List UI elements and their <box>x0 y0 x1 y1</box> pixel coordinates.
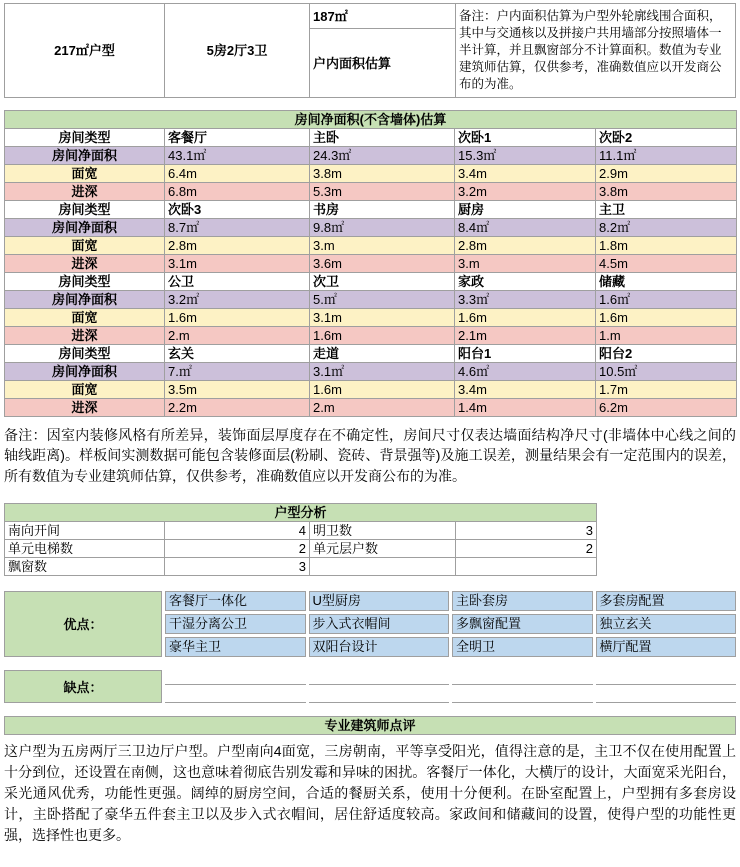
room-type-row <box>5 129 737 147</box>
room-type-cell: 次卧3 <box>165 201 310 219</box>
row-label-area: 房间净面积 <box>5 147 165 165</box>
pros-item: 客餐厅一体化 <box>165 591 306 611</box>
unit-layout-cell: 5房2厅3卫 <box>165 4 310 98</box>
pros-item: 干湿分离公卫 <box>165 614 306 634</box>
room-type-cell: 次卫 <box>310 273 455 291</box>
room-type-row <box>5 273 737 291</box>
room-width-cell: 3.4m <box>455 381 596 399</box>
cons-empty-cell <box>165 688 306 703</box>
room-depth-cell: 1.6m <box>310 327 455 345</box>
row-label-width: 面宽 <box>5 165 165 183</box>
room-area-cell: 5.㎡ <box>310 291 455 309</box>
room-type-cell: 厨房 <box>455 201 596 219</box>
room-depth-row <box>5 327 737 345</box>
analysis-value: 4 <box>165 521 310 539</box>
analysis-row <box>5 539 597 557</box>
pros-item: 主卧套房 <box>452 591 593 611</box>
row-label-type: 房间类型 <box>5 201 165 219</box>
room-area-table <box>4 110 737 417</box>
pros-item: 独立玄关 <box>596 614 737 634</box>
analysis-row <box>5 557 597 575</box>
room-type-cell: 客餐厅 <box>165 129 310 147</box>
pros-item: 多飘窗配置 <box>452 614 593 634</box>
analysis-row <box>5 521 597 539</box>
room-width-cell: 3.8m <box>310 165 455 183</box>
room-depth-row <box>5 255 737 273</box>
room-width-cell: 3.1m <box>310 309 455 327</box>
room-depth-row <box>5 183 737 201</box>
room-type-cell: 走道 <box>310 345 455 363</box>
room-area-cell: 8.7㎡ <box>165 219 310 237</box>
room-type-cell: 公卫 <box>165 273 310 291</box>
analysis-label: 明卫数 <box>310 521 456 539</box>
room-depth-cell: 2.m <box>165 327 310 345</box>
cons-empty-cell <box>309 688 450 703</box>
room-width-row <box>5 165 737 183</box>
pros-item: U型厨房 <box>309 591 450 611</box>
analysis-value: 2 <box>165 539 310 557</box>
room-width-cell: 1.8m <box>596 237 737 255</box>
room-type-row <box>5 201 737 219</box>
analysis-value <box>456 557 597 575</box>
row-label-type: 房间类型 <box>5 129 165 147</box>
room-depth-cell: 3.6m <box>310 255 455 273</box>
room-depth-row <box>5 399 737 417</box>
unit-area-cell: 217㎡户型 <box>5 4 165 98</box>
room-width-cell: 2.9m <box>596 165 737 183</box>
cons-empty-cell <box>596 688 737 703</box>
room-depth-cell: 3.2m <box>455 183 596 201</box>
pros-section <box>4 591 736 657</box>
pros-grid <box>165 591 736 657</box>
inner-area-label: 户内面积估算 <box>310 29 456 98</box>
room-area-row <box>5 219 737 237</box>
room-width-cell: 2.8m <box>455 237 596 255</box>
room-area-cell: 3.3㎡ <box>455 291 596 309</box>
room-table-title: 房间净面积(不含墙体)估算 <box>5 111 737 129</box>
analysis-label: 单元层户数 <box>310 539 456 557</box>
room-area-cell: 7.㎡ <box>165 363 310 381</box>
room-depth-cell: 2.1m <box>455 327 596 345</box>
room-area-cell: 10.5㎡ <box>596 363 737 381</box>
row-label-depth: 进深 <box>5 183 165 201</box>
room-depth-cell: 3.1m <box>165 255 310 273</box>
room-depth-cell: 1.m <box>596 327 737 345</box>
analysis-label: 飘窗数 <box>5 557 165 575</box>
review-title: 专业建筑师点评 <box>4 716 736 735</box>
room-width-row <box>5 237 737 255</box>
analysis-title-row <box>5 503 597 521</box>
room-area-cell: 15.3㎡ <box>455 147 596 165</box>
room-area-cell: 11.1㎡ <box>596 147 737 165</box>
room-table-title-row <box>5 111 737 129</box>
room-area-row <box>5 363 737 381</box>
pros-item: 多套房配置 <box>596 591 737 611</box>
cons-empty-cell <box>165 670 306 685</box>
cons-empty-cell <box>309 670 450 685</box>
room-area-cell: 3.2㎡ <box>165 291 310 309</box>
analysis-table <box>4 503 597 576</box>
pros-item: 横厅配置 <box>596 637 737 657</box>
room-area-cell: 1.6㎡ <box>596 291 737 309</box>
room-width-cell: 3.4m <box>455 165 596 183</box>
room-depth-cell: 6.8m <box>165 183 310 201</box>
pros-item: 步入式衣帽间 <box>309 614 450 634</box>
cons-empty-cell <box>596 670 737 685</box>
room-width-row <box>5 309 737 327</box>
room-area-row <box>5 291 737 309</box>
room-area-cell: 9.8㎡ <box>310 219 455 237</box>
pros-label: 优点： <box>4 591 162 657</box>
cons-empty-cell <box>452 670 593 685</box>
room-area-cell: 43.1㎡ <box>165 147 310 165</box>
row-label-depth: 进深 <box>5 327 165 345</box>
room-width-cell: 6.4m <box>165 165 310 183</box>
room-depth-cell: 3.8m <box>596 183 737 201</box>
room-type-cell: 次卧2 <box>596 129 737 147</box>
row-label-depth: 进深 <box>5 399 165 417</box>
row-label-width: 面宽 <box>5 237 165 255</box>
analysis-label <box>310 557 456 575</box>
room-width-cell: 3.5m <box>165 381 310 399</box>
row-label-width: 面宽 <box>5 309 165 327</box>
room-depth-cell: 6.2m <box>596 399 737 417</box>
row-label-type: 房间类型 <box>5 345 165 363</box>
cons-empty-cell <box>452 688 593 703</box>
room-depth-cell: 5.3m <box>310 183 455 201</box>
row-label-area: 房间净面积 <box>5 363 165 381</box>
row-label-width: 面宽 <box>5 381 165 399</box>
room-type-cell: 阳台1 <box>455 345 596 363</box>
cons-label: 缺点： <box>4 670 162 703</box>
room-depth-cell: 2.m <box>310 399 455 417</box>
room-width-cell: 1.6m <box>310 381 455 399</box>
cons-section <box>4 670 736 703</box>
analysis-label: 南向开间 <box>5 521 165 539</box>
room-type-cell: 储藏 <box>596 273 737 291</box>
room-width-cell: 1.6m <box>596 309 737 327</box>
cons-grid <box>165 670 736 703</box>
room-area-cell: 8.4㎡ <box>455 219 596 237</box>
room-width-cell: 1.6m <box>455 309 596 327</box>
room-depth-cell: 2.2m <box>165 399 310 417</box>
room-width-cell: 1.7m <box>596 381 737 399</box>
room-area-cell: 8.2㎡ <box>596 219 737 237</box>
room-type-cell: 次卧1 <box>455 129 596 147</box>
pros-item: 豪华主卫 <box>165 637 306 657</box>
row-label-type: 房间类型 <box>5 273 165 291</box>
room-width-cell: 1.6m <box>165 309 310 327</box>
room-area-cell: 4.6㎡ <box>455 363 596 381</box>
room-type-cell: 书房 <box>310 201 455 219</box>
row-label-area: 房间净面积 <box>5 291 165 309</box>
pros-item: 双阳台设计 <box>309 637 450 657</box>
room-type-cell: 家政 <box>455 273 596 291</box>
room-area-row <box>5 147 737 165</box>
room-depth-cell: 4.5m <box>596 255 737 273</box>
room-type-row <box>5 345 737 363</box>
analysis-value: 3 <box>456 521 597 539</box>
room-type-cell: 主卧 <box>310 129 455 147</box>
room-type-cell: 主卫 <box>596 201 737 219</box>
pros-item: 全明卫 <box>452 637 593 657</box>
room-type-cell: 玄关 <box>165 345 310 363</box>
header-row-1 <box>5 4 736 29</box>
header-table <box>4 3 736 98</box>
analysis-title: 户型分析 <box>5 503 597 521</box>
analysis-value: 2 <box>456 539 597 557</box>
room-width-cell: 3.m <box>310 237 455 255</box>
row-label-depth: 进深 <box>5 255 165 273</box>
room-depth-cell: 3.m <box>455 255 596 273</box>
inner-area-value: 187㎡ <box>310 4 456 29</box>
room-depth-cell: 1.4m <box>455 399 596 417</box>
row-label-area: 房间净面积 <box>5 219 165 237</box>
review-text: 这户型为五房两厅三卫边厅户型。户型南向4面宽，三房朝南，平等享受阳光，值得注意的是，主卫不仅在使用配置上十分到位，还设置在南侧，这也意味着彻底告别发霉和异味的困扰。客餐厅一体化，大横厅的设计，大面宽采光阳台，采光通风优秀，功能性更强。阔绰的厨房空间，合适的餐厨关系，使用十分便利。在卧室配置上，户型拥有多套房设计，主卧搭配了豪华五件套主卫以及步入式衣帽间，居住舒适度较高。家政间和储藏间的设置，使得户型的功能性更强，选择性也更多。 <box>4 742 736 843</box>
room-width-cell: 2.8m <box>165 237 310 255</box>
analysis-label: 单元电梯数 <box>5 539 165 557</box>
room-area-cell: 24.3㎡ <box>310 147 455 165</box>
room-type-cell: 阳台2 <box>596 345 737 363</box>
measurement-note: 备注：因室内装修风格有所差异，装饰面层厚度存在不确定性，房间尺寸仅表达墙面结构净尺寸(非墙体中心线之间的轴线距离)。样板间实测数据可能包含装修面层(粉刷、瓷砖、背景强等)及施工误差，测量结果会有一定范围内的误差，所有数值为专业建筑师估算，仅供参考，准确数值应以开发商公布的为准。 <box>4 427 736 484</box>
room-width-row <box>5 381 737 399</box>
analysis-value: 3 <box>165 557 310 575</box>
room-area-cell: 3.1㎡ <box>310 363 455 381</box>
header-note: 备注：户内面积估算为户型外轮廓线围合面积，其中与交通核以及拼接户共用墙部分按照墙体一半计算，并且飘窗部分不计算面积。数值为专业建筑师估算，仅供参考，准确数值应以开发商公布的为准。 <box>456 4 736 98</box>
